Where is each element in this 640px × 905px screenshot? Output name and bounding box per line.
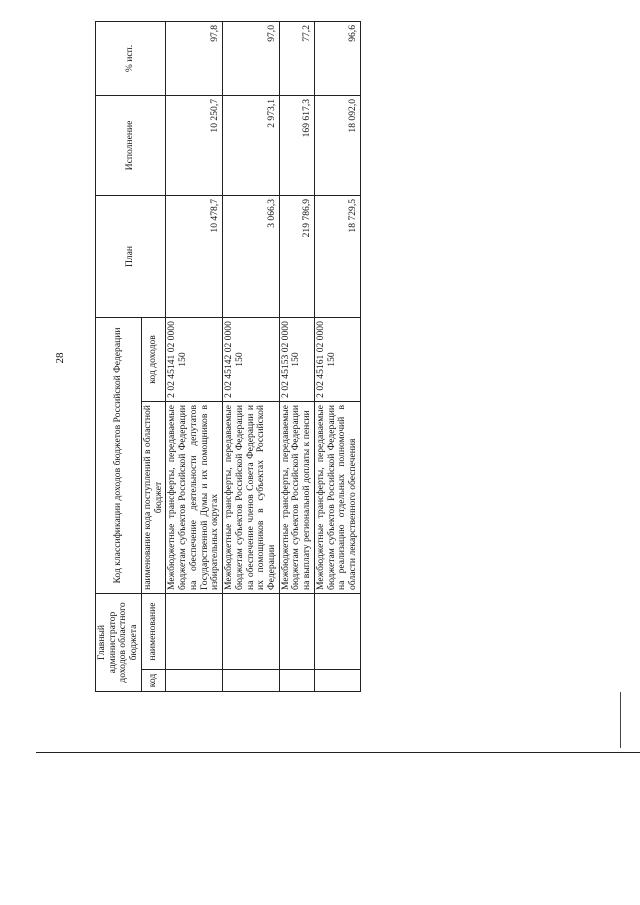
income-name-cell: Межбюджетные трансферты, передаваемые бюджетам субъектов Российской Федерации на реализацию отдельных полномочий в области лекарственного обеспечения	[314, 402, 360, 594]
row-code-cell	[314, 670, 360, 692]
row-code-cell	[223, 670, 280, 692]
row-name-cell	[166, 594, 223, 670]
margin-tick-mark	[620, 692, 621, 748]
execution-header: Исполнение	[96, 95, 166, 195]
plan-cell: 219 786,9	[279, 195, 314, 317]
income-table	[95, 21, 361, 692]
bottom-separator-line	[36, 752, 640, 753]
execution-cell: 2 973,1	[223, 95, 280, 195]
income-code-name-header: наименование кода поступлений в областной бюджет	[141, 402, 165, 594]
code-header: код	[141, 670, 165, 692]
income-name-cell: Межбюджетные трансферты, передаваемые бюджетам субъектов Российской Федерации на обеспечение деятельности депутатов Государственной Думы и их помощников в избирательных округах	[166, 402, 223, 594]
income-name-cell: Межбюджетные трансферты, передаваемые бюджетам субъектов Российской Федерации на обеспечение членов Совета Федерации и их помощников в субъектах Российской Федерации	[223, 402, 280, 594]
income-code-cell: 2 02 45141 02 0000 150	[166, 317, 223, 401]
table-row	[166, 21, 223, 691]
header-row-1	[96, 21, 142, 691]
execution-cell: 169 617,3	[279, 95, 314, 195]
income-code-cell: 2 02 45161 02 0000 150	[314, 317, 360, 401]
table-row	[314, 21, 360, 691]
income-name-cell: Межбюджетные трансферты, передаваемые бюджетам субъектов Российской Федерации на выплату региональной доплаты к пенсии	[279, 402, 314, 594]
row-code-cell	[279, 670, 314, 692]
percent-header: % исп.	[96, 21, 166, 95]
name-header: наименование	[141, 594, 165, 670]
execution-cell: 10 250,7	[166, 95, 223, 195]
percent-cell: 96,6	[314, 21, 360, 95]
page-number: 28	[54, 352, 66, 364]
table-row	[223, 21, 280, 691]
plan-header: План	[96, 195, 166, 317]
admin-group-header: Главный администратор доходов областного бюджета	[96, 594, 142, 692]
plan-cell: 3 066,3	[223, 195, 280, 317]
income-code-header: код доходов	[141, 317, 165, 401]
row-name-cell	[223, 594, 280, 670]
table-container	[95, 22, 445, 692]
classification-group-header: Код классификации доходов бюджетов Российской Федерации	[96, 317, 142, 593]
rotated-table-frame	[95, 22, 445, 692]
plan-cell: 18 729,5	[314, 195, 360, 317]
income-code-cell: 2 02 45153 02 0000 150	[279, 317, 314, 401]
plan-cell: 10 478,7	[166, 195, 223, 317]
percent-cell: 97,0	[223, 21, 280, 95]
execution-cell: 18 092,0	[314, 95, 360, 195]
percent-cell: 77,2	[279, 21, 314, 95]
row-name-cell	[279, 594, 314, 670]
income-code-cell: 2 02 45142 02 0000 150	[223, 317, 280, 401]
row-name-cell	[314, 594, 360, 670]
row-code-cell	[166, 670, 223, 692]
table-row	[279, 21, 314, 691]
percent-cell: 97,8	[166, 21, 223, 95]
